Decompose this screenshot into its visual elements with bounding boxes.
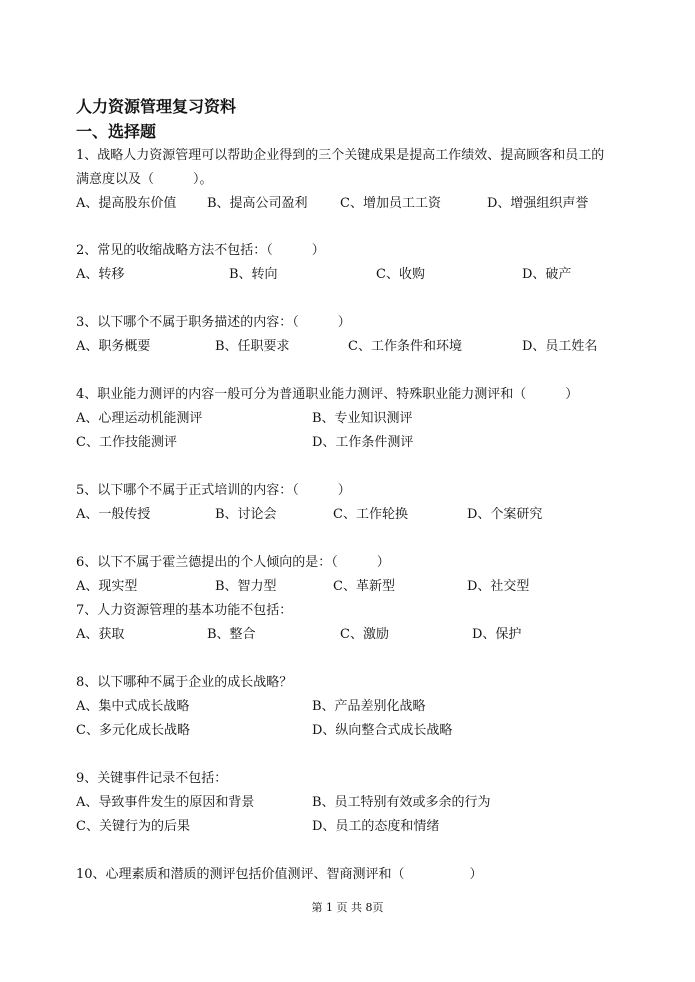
option-b: B、专业知识测评 [312, 411, 413, 426]
option-d: D、增强组织声誉 [487, 196, 589, 211]
option-b: B、讨论会 [215, 507, 277, 522]
option-c: C、革新型 [333, 579, 395, 594]
option-d: D、员工姓名 [522, 339, 598, 354]
option-b: B、任职要求 [215, 339, 290, 354]
question-6-text: 6、以下不属于霍兰德提出的个人倾向的是：（ ） [76, 555, 390, 570]
option-a: A、一般传授 [76, 507, 151, 522]
option-a: A、现实型 [76, 579, 138, 594]
question-1-text: 1、战略人力资源管理可以帮助企业得到的三个关键成果是提高工作绩效、提高顾客和员工的 [76, 148, 605, 163]
question-3-options [76, 337, 636, 357]
page-footer: 第 1 页 共 8页 [311, 901, 384, 914]
option-c: C、工作技能测评 [76, 435, 177, 450]
option-a: A、职务概要 [76, 339, 151, 354]
question-2-text: 2、常见的收缩战略方法不包括：（ ） [76, 243, 325, 258]
question-3-text: 3、以下哪个不属于职务描述的内容：（ ） [76, 315, 351, 330]
option-b: B、员工特别有效或多余的行为 [312, 795, 491, 810]
question-10-text: 10、心理素质和潜质的测评包括价值测评、智商测评和（ ） [76, 867, 483, 882]
option-a: A、获取 [76, 627, 125, 642]
document-title: 人力资源管理复习资料 [76, 97, 237, 116]
option-c: C、增加员工工资 [340, 196, 441, 211]
question-4-options-row2 [76, 433, 636, 453]
option-c: C、收购 [376, 267, 425, 282]
option-a: A、转移 [76, 267, 125, 282]
option-d: D、个案研究 [467, 507, 543, 522]
question-1-options [76, 194, 636, 214]
question-9-options-row2 [76, 817, 636, 837]
question-5-text: 5、以下哪个不属于正式培训的内容：（ ） [76, 483, 351, 498]
option-c: C、多元化成长战略 [76, 723, 190, 738]
option-d: D、破产 [522, 267, 572, 282]
question-7-text: 7、人力资源管理的基本功能不包括： [76, 603, 293, 618]
question-9-text: 9、关键事件记录不包括： [76, 771, 228, 786]
option-d: D、保护 [472, 627, 522, 642]
question-2-options [76, 265, 636, 285]
option-c: C、工作轮换 [333, 507, 408, 522]
option-b: B、整合 [207, 627, 256, 642]
option-a: A、心理运动机能测评 [76, 411, 203, 426]
question-6-options [76, 577, 636, 597]
option-d: D、工作条件测评 [312, 435, 414, 450]
option-c: C、激励 [340, 627, 389, 642]
option-c: C、工作条件和环境 [348, 339, 462, 354]
question-9-options-row1 [76, 793, 636, 813]
question-8-text: 8、以下哪种不属于企业的成长战略？ [76, 675, 293, 690]
question-8-options-row2 [76, 721, 636, 741]
option-a: A、集中式成长战略 [76, 699, 190, 714]
section-title: 一、选择题 [76, 122, 157, 141]
option-a: A、导致事件发生的原因和背景 [76, 795, 255, 810]
option-d: D、员工的态度和情绪 [312, 819, 440, 834]
option-b: B、提高公司盈利 [207, 196, 308, 211]
question-5-options [76, 505, 636, 525]
option-a: A、提高股东价值 [76, 196, 177, 211]
option-c: C、关键行为的后果 [76, 819, 190, 834]
option-b: B、转向 [229, 267, 278, 282]
question-8-options-row1 [76, 697, 636, 717]
option-b: B、产品差别化战略 [312, 699, 426, 714]
option-d: D、社交型 [467, 579, 530, 594]
option-d: D、纵向整合式成长战略 [312, 723, 453, 738]
question-7-options [76, 625, 636, 645]
question-4-options-row1 [76, 409, 636, 429]
question-4-text: 4、职业能力测评的内容一般可分为普通职业能力测评、特殊职业能力测评和（ ） [76, 387, 579, 402]
question-1-text-cont: 满意度以及（ ）。 [76, 172, 213, 187]
option-b: B、智力型 [215, 579, 277, 594]
